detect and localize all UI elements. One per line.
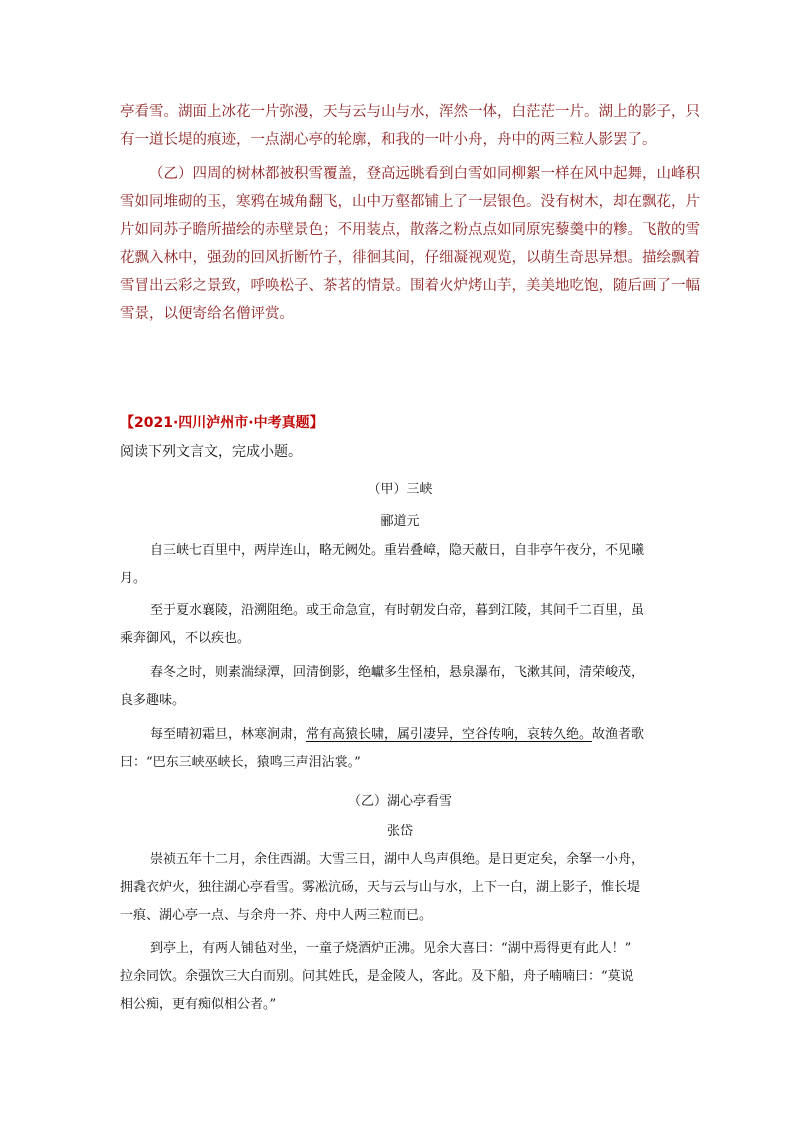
underlined-sentence: 常有高猿长啸，属引凄异，空谷传响，哀转久绝。 [306,727,593,742]
passage-yi-para-1 [120,846,680,930]
passage-jia-title: （甲）三峡 [367,482,433,497]
text-line: 曰：“巴东三峡巫峡长，猿鸣三声泪沾裳。” [120,755,361,770]
text-line: 雪景，以便寄给名僧评赏。 [120,306,294,322]
text-line: （乙）四周的树林都被积雪覆盖，登高远眺看到白雪如同柳絮一样在风中起舞，山峰积 [149,166,700,182]
text-segment: 故渔者歌 [592,727,645,742]
passage-jia-para-2 [120,597,680,653]
text-line: 到亭上，有两人铺毡对坐，一童子烧酒炉正沸。见余大喜曰：“湖中焉得更有此人！” [150,941,632,956]
question-source-heading: 【2021·四川泸州市·中考真题】 [120,415,324,431]
passage-jia-para-1 [120,537,680,593]
text-line: 乘奔御风，不以疾也。 [120,631,251,646]
text-line: 一痕、湖心亭一点、与余舟一芥、舟中人两三粒而已。 [120,908,433,923]
text-line: 亭看雪。湖面上冰花一片弥漫，天与云与山与水，浑然一体，白茫茫一片。湖上的影子，只 [120,104,700,120]
text-line: 拥毳衣炉火，独往湖心亭看雪。雾凇沆砀，天与云与山与水，上下一白，湖上影子，惟长堤 [120,880,641,895]
yi-translation-paragraph [120,160,700,328]
text-line: 至于夏水襄陵，沿溯阻绝。或王命急宣，有时朝发白帝，暮到江陵，其间千二百里，虽 [150,603,645,618]
text-line: 雪如同堆砌的玉，寒鸦在城角翻飞，山中万壑都铺上了一层银色。没有树木，却在飘花，片 [120,194,700,210]
jia-translation-continuation [120,98,700,154]
text-line: 雪冒出云彩之景致，呼唤松子、茶茗的情景。围着火炉烤山芋，美美地吃饱，随后画了一幅 [120,278,700,294]
text-line: 相公痴，更有痴似相公者。” [120,997,277,1012]
passage-yi-para-2 [120,935,680,1019]
text-line: 良多趣味。 [120,693,186,708]
passage-yi-title: （乙）湖心亭看雪 [347,794,452,809]
passage-jia-para-3 [120,659,680,715]
text-line: 花飘入林中，强劲的回风折断竹子，徘徊其间，仔细凝视观览，以萌生奇思异想。描绘飘着 [120,250,700,266]
text-line: 月。 [120,571,147,586]
passage-jia-author: 郦道元 [380,514,420,529]
text-line: 拉余同饮。余强饮三大白而别。问其姓氏，是金陵人，客此。及下船，舟子喃喃曰：“莫说 [120,969,634,984]
text-line [120,721,680,749]
text-segment: 每至晴初霜旦，林寒涧肃， [150,727,307,742]
text-line: 崇祯五年十二月，余住西湖。大雪三日，湖中人鸟声俱绝。是日更定矣，余拏一小舟， [150,852,645,867]
question-instruction: 阅读下列文言文，完成小题。 [120,444,302,460]
text-line: 春冬之时，则素湍绿潭，回清倒影，绝巘多生怪柏，悬泉瀑布，飞漱其间，清荣峻茂， [150,665,645,680]
passage-yi-author: 张岱 [386,824,413,839]
text-line: 自三峡七百里中，两岸连山，略无阙处。重岩叠嶂，隐天蔽日，自非亭午夜分，不见曦 [150,543,645,558]
text-line: 片如同苏子瞻所描绘的赤壁景色；不用装点，散落之粉点点如同原宪藜羹中的糁。飞散的雪 [120,222,700,238]
passage-jia-para-4 [120,721,680,777]
text-line: 有一道长堤的痕迹，一点湖心亭的轮廓，和我的一叶小舟，舟中的两三粒人影罢了。 [120,132,657,148]
